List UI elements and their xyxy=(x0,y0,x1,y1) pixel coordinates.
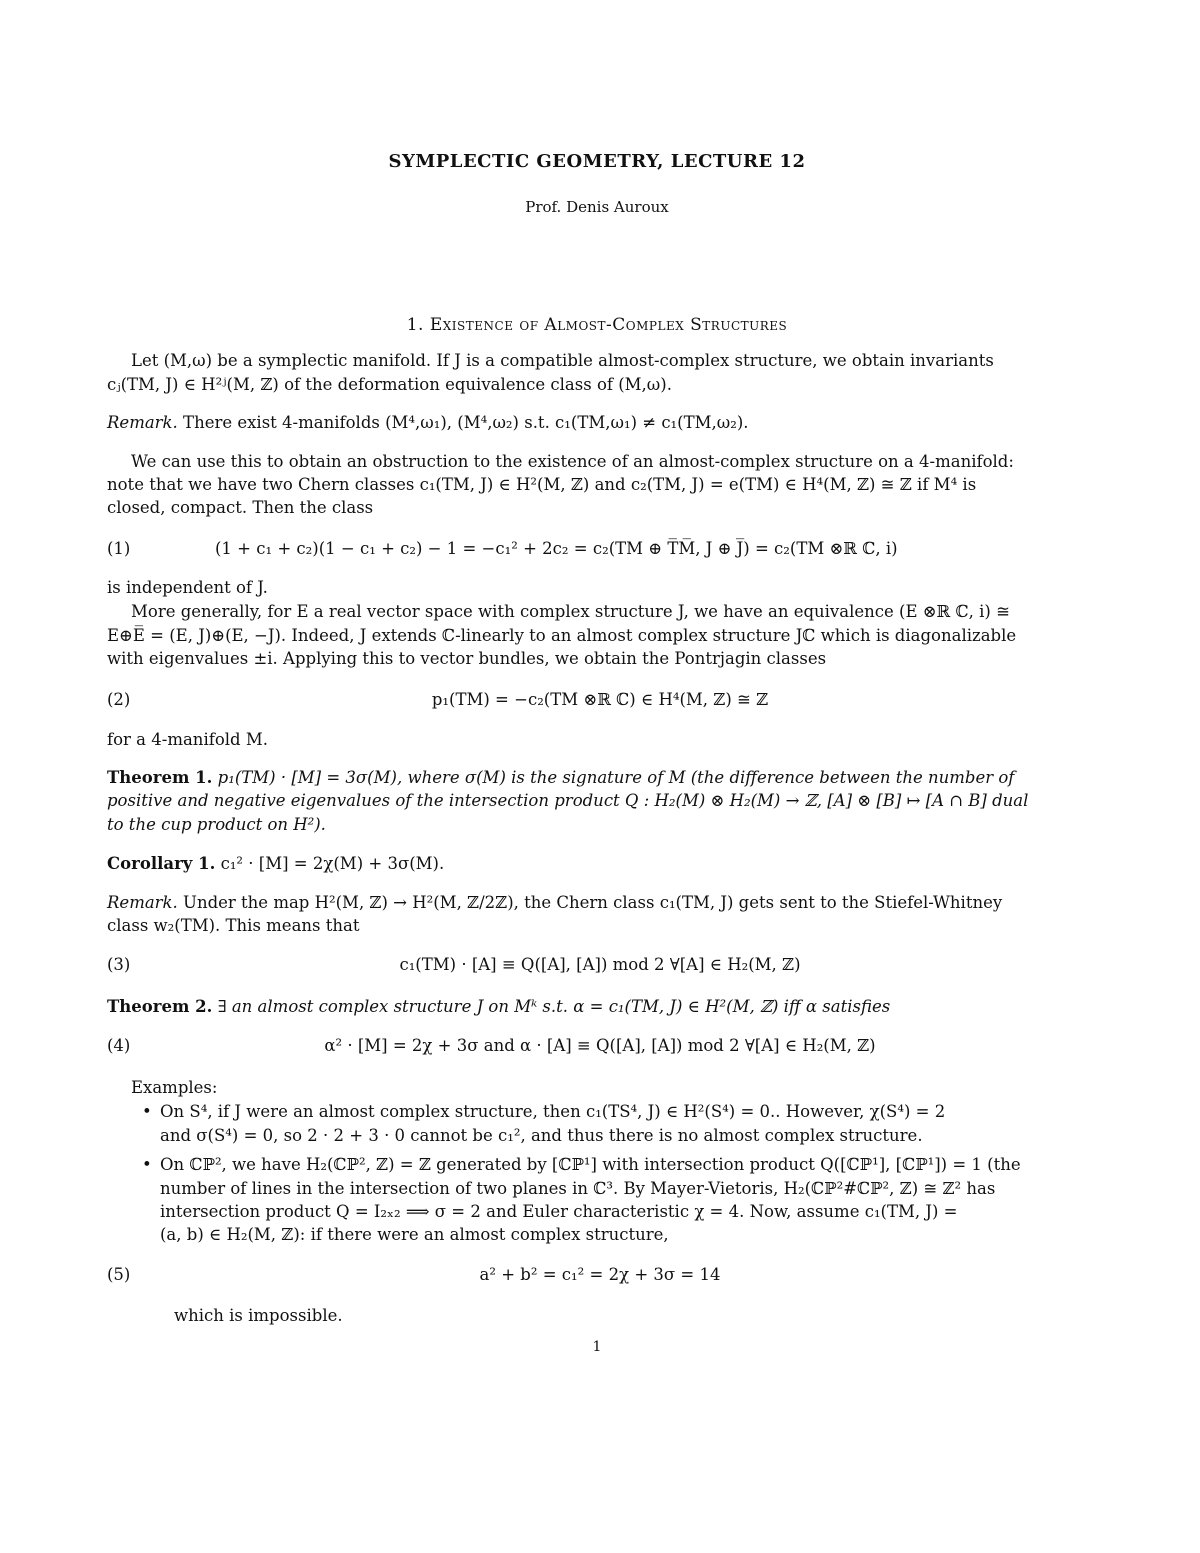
theorem-label: Theorem 1. xyxy=(107,768,213,787)
section-heading: 1. Existence of Almost-Complex Structures xyxy=(406,315,788,335)
bullet-icon: • xyxy=(142,1102,152,1121)
remark-label: Remark. xyxy=(107,893,178,912)
equation-number: (1) xyxy=(107,539,131,558)
equation-number: (3) xyxy=(107,955,131,974)
author: Prof. Denis Auroux xyxy=(525,198,669,216)
remark-text: There exist 4-manifolds (M⁴,ω₁), (M⁴,ω₂) s.t. c₁(TM,ω₁) ≠ c₁(TM,ω₂). xyxy=(177,413,749,432)
examples-label: Examples: xyxy=(131,1078,218,1097)
page-number: 1 xyxy=(592,1339,602,1355)
corollary-label: Corollary 1. xyxy=(107,854,216,873)
remark-1 xyxy=(107,411,1087,434)
corollary-text: c₁² · [M] = 2χ(M) + 3σ(M). xyxy=(215,854,445,873)
theorem-label: Theorem 2. xyxy=(107,997,213,1016)
remark-label: Remark. xyxy=(107,413,178,432)
equation-body: c₁(TM) · [A] ≡ Q([A], [A]) mod 2 ∀[A] ∈ H₂(M, ℤ) xyxy=(399,955,801,974)
remark-text: Under the map H²(M, ℤ) → H²(M, ℤ/2ℤ), the Chern class c₁(TM, J) gets sent to the Stiefel-Whitney xyxy=(177,893,1003,912)
theorem-text: p₁(TM) · [M] = 3σ(M), where σ(M) is the signature of M (the difference between the number of xyxy=(212,768,1015,787)
equation-number: (2) xyxy=(107,690,131,709)
equation-number: (4) xyxy=(107,1036,131,1055)
equation-2 xyxy=(107,687,1093,713)
equation-4 xyxy=(107,1033,1093,1059)
equation-body: a² + b² = c₁² = 2χ + 3σ = 14 xyxy=(479,1265,721,1284)
equation-body: α² · [M] = 2χ + 3σ and α · [A] ≡ Q([A], [A]) mod 2 ∀[A] ∈ H₂(M, ℤ) xyxy=(324,1036,876,1055)
theorem-2 xyxy=(107,995,1087,1018)
equation-5 xyxy=(107,1262,1093,1288)
corollary-1 xyxy=(107,852,1087,875)
theorem-text: ∃ an almost complex structure J on Mᵏ s.t. α = c₁(TM, J) ∈ H²(M, ℤ) iff α satisfies xyxy=(212,997,891,1016)
bullet-icon: • xyxy=(142,1155,152,1174)
equation-body: (1 + c₁ + c₂)(1 − c₁ + c₂) − 1 = −c₁² + 2c₂ = c₂(TM ⊕ T̅M̅, J ⊕ J̅) = c₂(TM ⊗ℝ ℂ, i) xyxy=(215,539,898,558)
page-title: SYMPLECTIC GEOMETRY, LECTURE 12 xyxy=(388,151,806,172)
paragraph-4: for a 4-manifold M. xyxy=(107,730,268,749)
closing-text: which is impossible. xyxy=(174,1306,343,1325)
equation-body: p₁(TM) = −c₂(TM ⊗ℝ ℂ) ∈ H⁴(M, ℤ) ≅ ℤ xyxy=(431,690,769,709)
equation-number: (5) xyxy=(107,1265,131,1284)
equation-3 xyxy=(107,952,1093,978)
equation-1 xyxy=(107,536,1093,562)
